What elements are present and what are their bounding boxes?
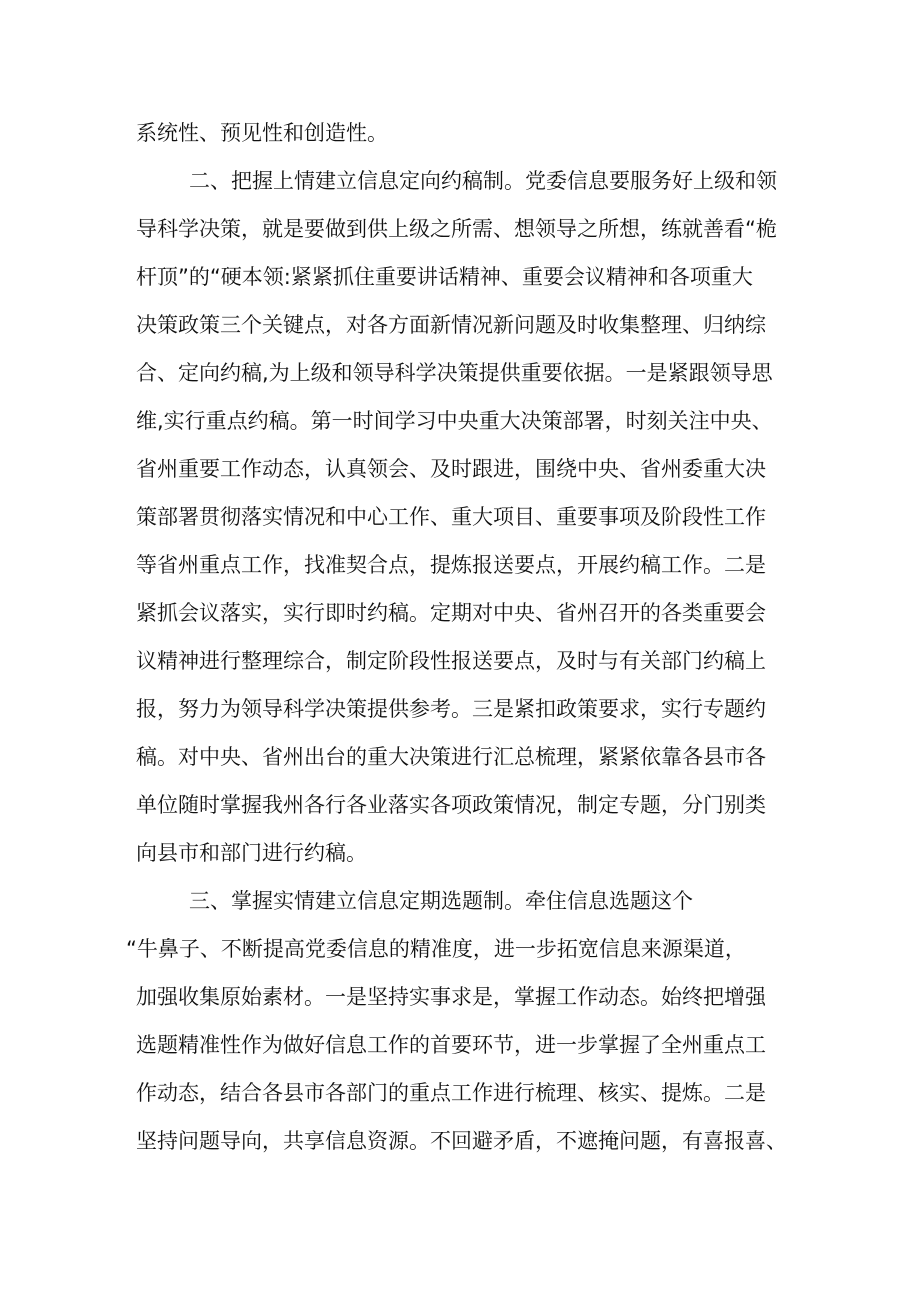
- text-line: 向县市和部门进行约稿。: [136, 841, 367, 865]
- text-line: 策部署贯彻落实情况和中心工作、重大项目、重要事项及阶段性工作: [136, 505, 766, 529]
- text-line: 导科学决策，就是要做到供上级之所需、想领导之所想，练就善看“桅: [136, 217, 777, 241]
- text-line: 等省州重点工作，找准契合点，提炼报送要点，开展约稿工作。二是: [136, 553, 766, 577]
- text-line: 作动态，结合各县市各部门的重点工作进行梳理、核实、提炼。二是: [136, 1081, 766, 1105]
- text-line: 单位随时掌握我州各行各业落实各项政策情况，制定专题，分门别类: [136, 793, 766, 817]
- text-line: 合、定向约稿,为上级和领导科学决策提供重要依据。一是紧跟领导思: [136, 361, 773, 385]
- text-line: 紧抓会议落实，实行即时约稿。定期对中央、省州召开的各类重要会: [136, 601, 766, 625]
- text-line: 稿。对中央、省州出台的重大决策进行汇总梳理，紧紧依靠各县市各: [136, 745, 766, 769]
- text-line: 选题精准性作为做好信息工作的首要环节，进一步掌握了全州重点工: [136, 1033, 766, 1057]
- text-line: 维,实行重点约稿。第一时间学习中央重大决策部署，时刻关注中央、: [136, 409, 773, 433]
- text-line: 省州重要工作动态，认真领会、及时跟进，围绕中央、省州委重大决: [136, 457, 766, 481]
- text-line: 二、把握上情建立信息定向约稿制。党委信息要服务好上级和领: [189, 169, 777, 193]
- text-line: 决策政策三个关键点，对各方面新情况新问题及时收集整理、归纳综: [136, 313, 766, 337]
- text-line: 坚持问题导向，共享信息资源。不回避矛盾，不遮掩问题，有喜报喜、: [136, 1129, 787, 1153]
- text-line: 三、掌握实情建立信息定期选题制。牵住信息选题这个: [189, 889, 693, 913]
- text-line: “牛鼻子、不断提高党委信息的精准度，进一步拓宽信息来源渠道，: [126, 937, 746, 961]
- text-line: 加强收集原始素材。一是坚持实事求是，掌握工作动态。始终把增强: [136, 985, 766, 1009]
- text-line: 系统性、预见性和创造性。: [136, 121, 388, 145]
- text-line: 报，努力为领导科学决策提供参考。三是紧扣政策要求，实行专题约: [136, 697, 766, 721]
- text-line: 议精神进行整理综合，制定阶段性报送要点，及时与有关部门约稿上: [136, 649, 766, 673]
- text-line: 杆顶”的“硬本领:紧紧抓住重要讲话精神、重要会议精神和各项重大: [136, 265, 753, 289]
